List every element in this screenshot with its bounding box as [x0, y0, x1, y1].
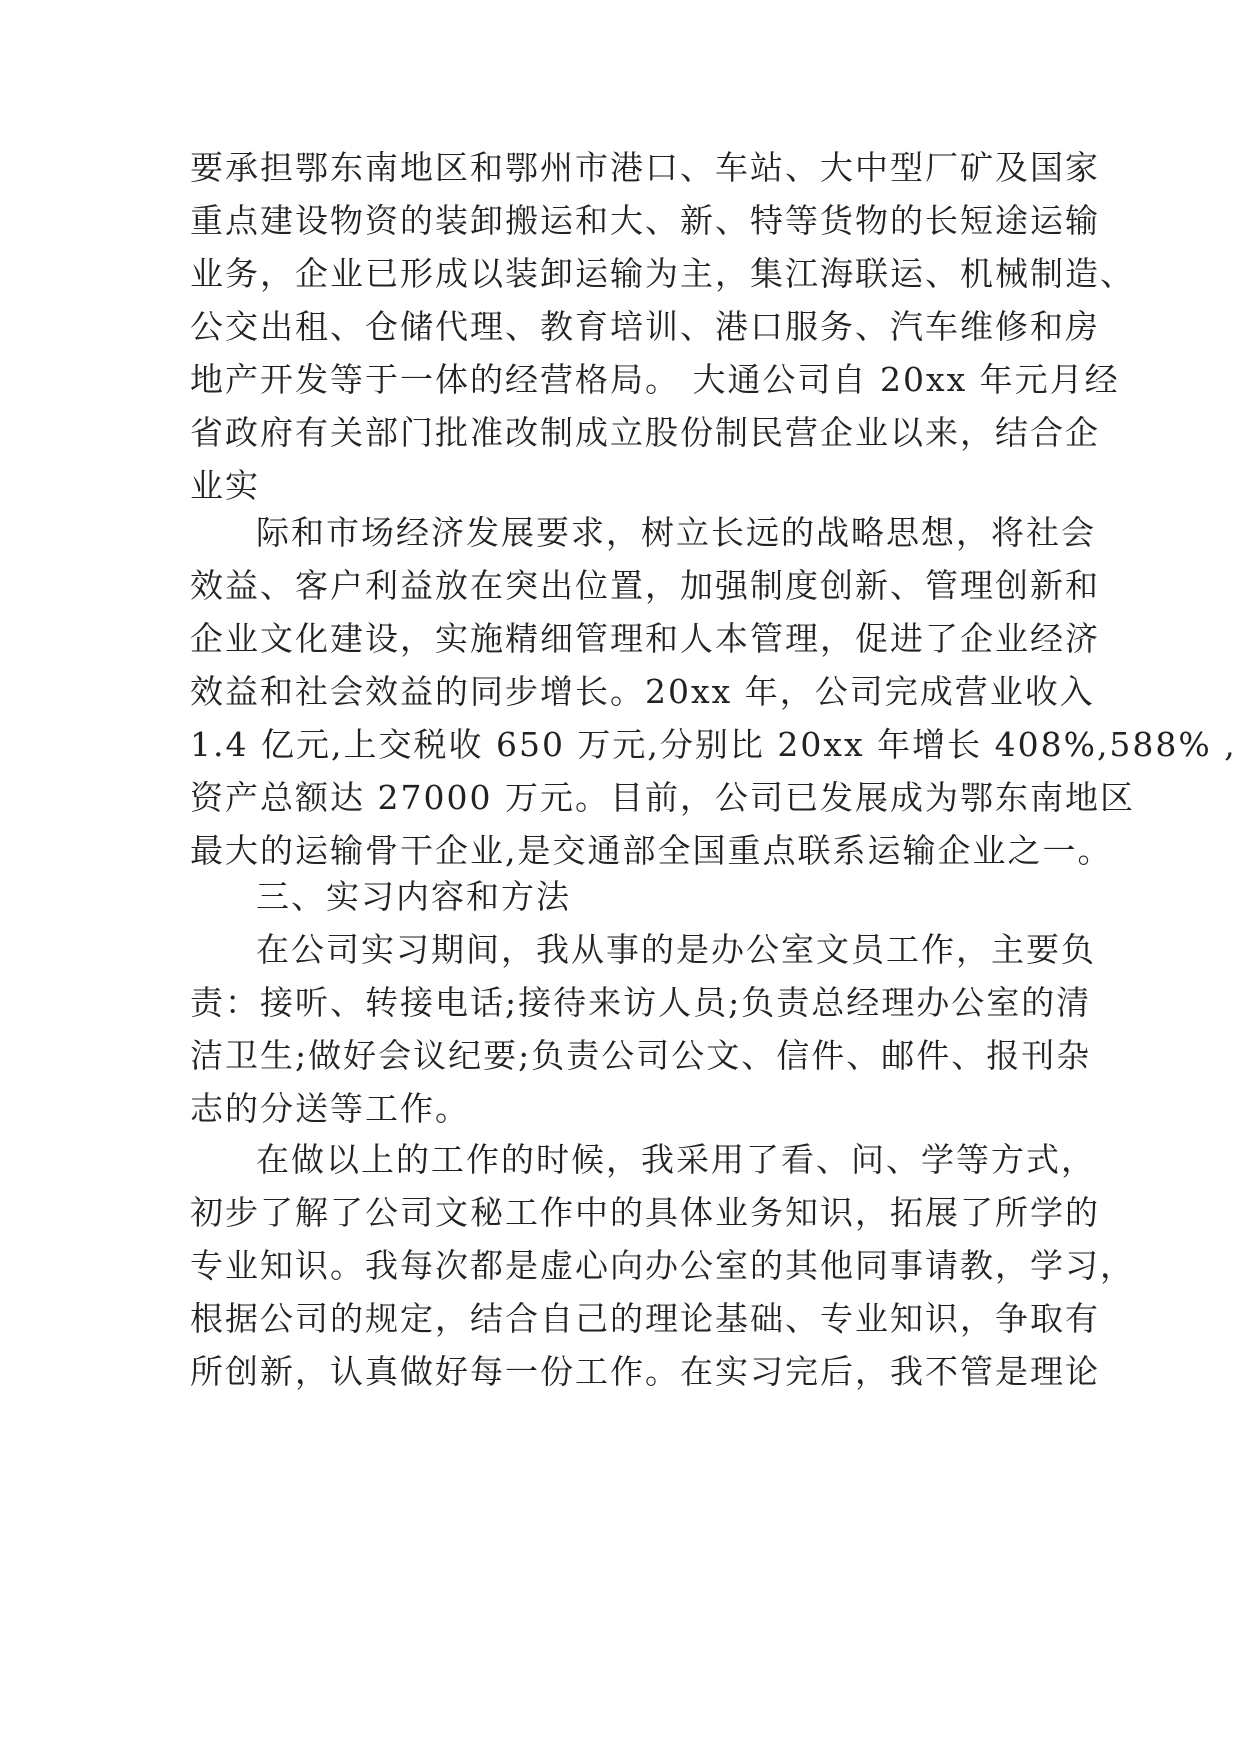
text-line: 在公司实习期间，我从事的是办公室文员工作，主要负 [256, 930, 1096, 969]
paragraph-company-overview [190, 141, 1135, 512]
text-line: 1.4 亿元,上交税收 650 万元,分别比 20xx 年增长 408%,588% , [190, 725, 1237, 764]
text-line: 洁卫生;做好会议纪要;负责公司公文、信件、邮件、报刊杂 [190, 1036, 1092, 1075]
text-line: 志的分送等工作。 [190, 1089, 470, 1128]
text-line: 最大的运输骨干企业,是交通部全国重点联系运输企业之一。 [190, 831, 1113, 870]
text-line: 企业文化建设，实施精细管理和人本管理，促进了企业经济 [190, 619, 1100, 658]
text-line: 地产开发等于一体的经营格局。 大通公司自 20xx 年元月经 [190, 360, 1120, 399]
text-line: 公交出租、仓储代理、教育培训、港口服务、汽车维修和房 [190, 307, 1100, 346]
text-line: 业实 [190, 466, 260, 505]
text-line: 效益、客户利益放在突出位置，加强制度创新、管理创新和 [190, 566, 1100, 605]
text-line: 初步了解了公司文秘工作中的具体业务知识，拓展了所学的 [190, 1193, 1100, 1232]
paragraph-internship-methods [190, 1133, 1135, 1398]
text-line: 省政府有关部门批准改制成立股份制民营企业以来，结合企 [190, 413, 1100, 452]
section-heading: 三、实习内容和方法 [256, 877, 571, 916]
text-line: 根据公司的规定，结合自己的理论基础、专业知识，争取有 [190, 1299, 1100, 1338]
text-line: 所创新，认真做好每一份工作。在实习完后，我不管是理论 [190, 1352, 1100, 1391]
text-line: 专业知识。我每次都是虚心向办公室的其他同事请教，学习， [190, 1246, 1135, 1285]
text-line: 效益和社会效益的同步增长。20xx 年，公司完成营业收入 [190, 672, 1095, 711]
text-line: 责：接听、转接电话;接待来访人员;负责总经理办公室的清 [190, 983, 1092, 1022]
text-line: 际和市场经济发展要求，树立长远的战略思想，将社会 [256, 513, 1096, 552]
paragraph-internship-duties [190, 923, 1096, 1135]
text-line: 资产总额达 27000 万元。目前，公司已发展成为鄂东南地区 [190, 778, 1135, 817]
paragraph-company-performance [190, 506, 1237, 877]
text-line: 要承担鄂东南地区和鄂州市港口、车站、大中型厂矿及国家 [190, 148, 1100, 187]
text-line: 重点建设物资的装卸搬运和大、新、特等货物的长短途运输 [190, 201, 1100, 240]
text-line: 业务，企业已形成以装卸运输为主，集江海联运、机械制造、 [190, 254, 1135, 293]
text-line: 在做以上的工作的时候，我采用了看、问、学等方式， [256, 1140, 1096, 1179]
